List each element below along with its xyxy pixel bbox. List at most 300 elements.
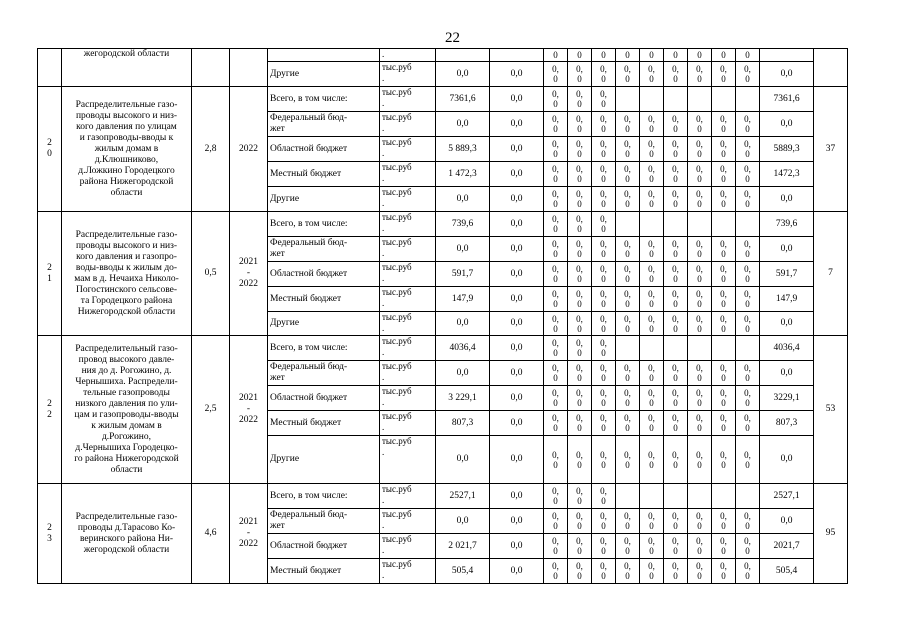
- zero-cell: 0, 0: [664, 312, 688, 336]
- zero-cell: 0, 0: [688, 436, 712, 484]
- last-value-cell: 0,0: [760, 312, 814, 336]
- zero-cell: 0, 0: [640, 287, 664, 312]
- value-cell: [490, 49, 544, 62]
- zero-cell: 0, 0: [736, 262, 760, 287]
- value-cell: 0,0: [436, 361, 490, 386]
- zero-cell: 0, 0: [688, 237, 712, 262]
- source-cell: Всего, в том числе:: [268, 87, 380, 112]
- zero-cell: 0, 0: [736, 62, 760, 87]
- unit-cell: тыс.руб .: [380, 509, 436, 534]
- zero-cell: 0, 0: [592, 411, 616, 436]
- zero-cell: 0, 0: [712, 509, 736, 534]
- zero-cell: 0, 0: [664, 262, 688, 287]
- source-cell: Другие: [268, 62, 380, 87]
- last-value-cell: 3229,1: [760, 386, 814, 411]
- value-cell: 0,0: [490, 262, 544, 287]
- zero-cell: 0, 0: [544, 137, 568, 162]
- zero-cell: 0, 0: [712, 62, 736, 87]
- unit-cell: тыс.руб .: [380, 87, 436, 112]
- year-cell: 2022: [230, 87, 268, 212]
- zero-cell: 0, 0: [592, 62, 616, 87]
- value-cell: 0,0: [490, 62, 544, 87]
- zero-cell: [616, 212, 640, 237]
- zero-cell: 0, 0: [712, 187, 736, 212]
- source-cell: Областной бюджет: [268, 137, 380, 162]
- zero-cell: 0, 0: [592, 484, 616, 509]
- item-number-cell: 2 1: [38, 212, 62, 336]
- length-cell: 2,5: [192, 336, 230, 484]
- zero-cell: 0, 0: [592, 436, 616, 484]
- year-cell: 2021 - 2022: [230, 484, 268, 584]
- zero-cell: 0, 0: [568, 559, 592, 584]
- zero-cell: 0, 0: [688, 187, 712, 212]
- value-cell: 0,0: [490, 436, 544, 484]
- zero-cell: 0, 0: [736, 237, 760, 262]
- value-cell: 5 889,3: [436, 137, 490, 162]
- value-cell: 0,0: [436, 112, 490, 137]
- last-value-cell: 147,9: [760, 287, 814, 312]
- zero-cell: 0: [616, 49, 640, 62]
- length-cell: 0,5: [192, 212, 230, 336]
- source-cell: Всего, в том числе:: [268, 336, 380, 361]
- zero-cell: 0, 0: [712, 559, 736, 584]
- zero-cell: [736, 336, 760, 361]
- last-value-cell: 0,0: [760, 112, 814, 137]
- value-cell: 7361,6: [436, 87, 490, 112]
- value-cell: 0,0: [490, 287, 544, 312]
- value-cell: 0,0: [490, 411, 544, 436]
- last-value-cell: 591,7: [760, 262, 814, 287]
- zero-cell: [616, 336, 640, 361]
- zero-cell: [688, 87, 712, 112]
- value-cell: 0,0: [490, 361, 544, 386]
- zero-cell: 0, 0: [592, 534, 616, 559]
- value-cell: 0,0: [436, 62, 490, 87]
- value-cell: 0,0: [490, 212, 544, 237]
- zero-cell: 0, 0: [544, 262, 568, 287]
- value-cell: 0,0: [490, 534, 544, 559]
- source-cell: Федеральный бюд- жет: [268, 237, 380, 262]
- last-value-cell: 807,3: [760, 411, 814, 436]
- zero-cell: 0, 0: [688, 312, 712, 336]
- value-cell: 0,0: [436, 187, 490, 212]
- zero-cell: 0, 0: [592, 137, 616, 162]
- zero-cell: 0, 0: [712, 386, 736, 411]
- zero-cell: 0, 0: [712, 287, 736, 312]
- source-cell: Федеральный бюд- жет: [268, 509, 380, 534]
- zero-cell: 0, 0: [544, 559, 568, 584]
- zero-cell: 0: [664, 49, 688, 62]
- budget-table: [37, 48, 848, 584]
- source-cell: Другие: [268, 187, 380, 212]
- zero-cell: 0, 0: [664, 162, 688, 187]
- unit-cell: тыс.руб .: [380, 112, 436, 137]
- zero-cell: [640, 336, 664, 361]
- zero-cell: 0, 0: [544, 534, 568, 559]
- zero-cell: [664, 87, 688, 112]
- zero-cell: 0, 0: [616, 312, 640, 336]
- zero-cell: 0: [688, 49, 712, 62]
- zero-cell: [736, 484, 760, 509]
- zero-cell: 0, 0: [736, 436, 760, 484]
- zero-cell: 0, 0: [568, 262, 592, 287]
- zero-cell: 0, 0: [544, 484, 568, 509]
- item-number-cell: 2 2: [38, 336, 62, 484]
- unit-cell: .: [380, 49, 436, 62]
- zero-cell: 0, 0: [592, 187, 616, 212]
- value-cell: 0,0: [436, 312, 490, 336]
- zero-cell: 0, 0: [640, 386, 664, 411]
- year-cell: [230, 49, 268, 87]
- value-cell: 505,4: [436, 559, 490, 584]
- zero-cell: 0, 0: [640, 137, 664, 162]
- zero-cell: 0, 0: [640, 534, 664, 559]
- zero-cell: [688, 484, 712, 509]
- last-value-cell: 0,0: [760, 436, 814, 484]
- zero-cell: [712, 212, 736, 237]
- last-value-cell: 505,4: [760, 559, 814, 584]
- zero-cell: 0, 0: [568, 87, 592, 112]
- zero-cell: 0, 0: [664, 112, 688, 137]
- zero-cell: 0, 0: [736, 559, 760, 584]
- zero-cell: 0, 0: [712, 237, 736, 262]
- zero-cell: 0, 0: [592, 336, 616, 361]
- unit-cell: тыс.руб .: [380, 336, 436, 361]
- table-row: [38, 49, 848, 62]
- zero-cell: 0, 0: [640, 187, 664, 212]
- zero-cell: 0, 0: [568, 534, 592, 559]
- unit-cell: тыс.руб .: [380, 386, 436, 411]
- unit-cell: тыс.руб .: [380, 436, 436, 484]
- zero-cell: [616, 87, 640, 112]
- zero-cell: 0, 0: [568, 137, 592, 162]
- zero-cell: 0, 0: [568, 436, 592, 484]
- zero-cell: 0, 0: [664, 361, 688, 386]
- zero-cell: 0, 0: [544, 287, 568, 312]
- zero-cell: 0, 0: [616, 411, 640, 436]
- zero-cell: 0, 0: [616, 287, 640, 312]
- value-cell: 0,0: [490, 162, 544, 187]
- description-cell: Распределительные газо- проводы высокого и низ- кого давления и газопро- воды-вводы к жилым до- мам в д. Нечаиха Николо- Погостинского сельсове- та Городецкого района Нижегородской области: [62, 212, 192, 336]
- zero-cell: 0, 0: [664, 534, 688, 559]
- source-cell: Местный бюджет: [268, 559, 380, 584]
- zero-cell: 0, 0: [688, 137, 712, 162]
- zero-cell: 0, 0: [544, 386, 568, 411]
- zero-cell: 0, 0: [592, 237, 616, 262]
- last-value-cell: 1472,3: [760, 162, 814, 187]
- value-cell: [436, 49, 490, 62]
- zero-cell: 0, 0: [736, 534, 760, 559]
- total-cell: 95: [814, 484, 848, 584]
- zero-cell: 0, 0: [736, 112, 760, 137]
- zero-cell: 0, 0: [592, 212, 616, 237]
- description-cell: Распределительный газо- провод высокого давле- ния до д. Рогожино, д. Чернышиха. Распредели- тельные газопроводы низкого давления по ули- цам и газопроводы-вводы к жилым домам в д.Рогожино, д.Чернышиха Городецко- го района Нижегородской области: [62, 336, 192, 484]
- zero-cell: 0, 0: [640, 262, 664, 287]
- zero-cell: 0, 0: [712, 312, 736, 336]
- zero-cell: 0, 0: [688, 559, 712, 584]
- zero-cell: 0, 0: [544, 509, 568, 534]
- zero-cell: 0, 0: [712, 361, 736, 386]
- value-cell: 0,0: [490, 312, 544, 336]
- length-cell: 2,8: [192, 87, 230, 212]
- zero-cell: 0, 0: [688, 112, 712, 137]
- description-cell: жегородской области: [62, 49, 192, 87]
- zero-cell: 0: [592, 49, 616, 62]
- unit-cell: тыс.руб .: [380, 411, 436, 436]
- last-value-cell: 0,0: [760, 237, 814, 262]
- table-row: [38, 87, 848, 112]
- zero-cell: 0, 0: [664, 62, 688, 87]
- zero-cell: 0, 0: [712, 262, 736, 287]
- last-value-cell: 5889,3: [760, 137, 814, 162]
- zero-cell: 0, 0: [616, 62, 640, 87]
- zero-cell: 0, 0: [568, 484, 592, 509]
- zero-cell: 0, 0: [592, 312, 616, 336]
- last-value-cell: 4036,4: [760, 336, 814, 361]
- source-cell: Другие: [268, 436, 380, 484]
- source-cell: Местный бюджет: [268, 287, 380, 312]
- table-row: [38, 336, 848, 361]
- zero-cell: 0, 0: [544, 162, 568, 187]
- zero-cell: 0, 0: [592, 386, 616, 411]
- zero-cell: 0, 0: [664, 386, 688, 411]
- zero-cell: 0, 0: [664, 509, 688, 534]
- last-value-cell: 0,0: [760, 509, 814, 534]
- source-cell: Областной бюджет: [268, 386, 380, 411]
- zero-cell: 0, 0: [568, 411, 592, 436]
- zero-cell: 0, 0: [616, 534, 640, 559]
- value-cell: 0,0: [490, 137, 544, 162]
- zero-cell: 0, 0: [640, 237, 664, 262]
- zero-cell: 0, 0: [568, 509, 592, 534]
- value-cell: 0,0: [490, 112, 544, 137]
- zero-cell: 0, 0: [568, 162, 592, 187]
- zero-cell: 0, 0: [592, 559, 616, 584]
- zero-cell: 0, 0: [568, 312, 592, 336]
- source-cell: Федеральный бюд- жет: [268, 361, 380, 386]
- zero-cell: 0, 0: [616, 262, 640, 287]
- zero-cell: [736, 87, 760, 112]
- year-cell: 2021 - 2022: [230, 336, 268, 484]
- total-cell: 7: [814, 212, 848, 336]
- zero-cell: 0: [712, 49, 736, 62]
- description-cell: Распределительные газо- проводы д.Тарасово Ко- веринского района Ни- жегородской области: [62, 484, 192, 584]
- zero-cell: 0, 0: [616, 162, 640, 187]
- zero-cell: 0, 0: [736, 386, 760, 411]
- zero-cell: 0, 0: [544, 436, 568, 484]
- last-value-cell: 0,0: [760, 187, 814, 212]
- value-cell: 0,0: [490, 509, 544, 534]
- zero-cell: 0: [736, 49, 760, 62]
- unit-cell: тыс.руб .: [380, 559, 436, 584]
- zero-cell: [664, 212, 688, 237]
- item-number-cell: [38, 49, 62, 87]
- zero-cell: 0, 0: [688, 534, 712, 559]
- zero-cell: 0, 0: [640, 62, 664, 87]
- unit-cell: тыс.руб .: [380, 361, 436, 386]
- value-cell: 591,7: [436, 262, 490, 287]
- zero-cell: 0, 0: [736, 137, 760, 162]
- zero-cell: 0, 0: [688, 287, 712, 312]
- zero-cell: 0, 0: [688, 62, 712, 87]
- total-cell: 53: [814, 336, 848, 484]
- table-row: [38, 484, 848, 509]
- zero-cell: 0, 0: [712, 436, 736, 484]
- unit-cell: тыс.руб .: [380, 137, 436, 162]
- value-cell: 0,0: [490, 336, 544, 361]
- last-value-cell: 0,0: [760, 361, 814, 386]
- value-cell: 3 229,1: [436, 386, 490, 411]
- value-cell: 1 472,3: [436, 162, 490, 187]
- table-row: [38, 212, 848, 237]
- last-value-cell: 0,0: [760, 62, 814, 87]
- zero-cell: 0, 0: [640, 509, 664, 534]
- last-value-cell: 2527,1: [760, 484, 814, 509]
- zero-cell: 0, 0: [664, 559, 688, 584]
- zero-cell: 0, 0: [544, 187, 568, 212]
- zero-cell: 0, 0: [568, 187, 592, 212]
- zero-cell: 0, 0: [640, 361, 664, 386]
- zero-cell: 0, 0: [568, 361, 592, 386]
- value-cell: 4036,4: [436, 336, 490, 361]
- zero-cell: 0, 0: [736, 509, 760, 534]
- value-cell: 0,0: [490, 484, 544, 509]
- zero-cell: 0, 0: [736, 361, 760, 386]
- last-value-cell: 2021,7: [760, 534, 814, 559]
- zero-cell: 0, 0: [592, 112, 616, 137]
- source-cell: Областной бюджет: [268, 534, 380, 559]
- source-cell: Местный бюджет: [268, 162, 380, 187]
- zero-cell: 0, 0: [616, 559, 640, 584]
- zero-cell: [664, 336, 688, 361]
- zero-cell: 0, 0: [616, 237, 640, 262]
- unit-cell: тыс.руб .: [380, 237, 436, 262]
- year-cell: 2021 - 2022: [230, 212, 268, 336]
- unit-cell: тыс.руб .: [380, 187, 436, 212]
- last-value-cell: 739,6: [760, 212, 814, 237]
- zero-cell: 0, 0: [664, 137, 688, 162]
- zero-cell: 0, 0: [640, 162, 664, 187]
- last-value-cell: 7361,6: [760, 87, 814, 112]
- value-cell: 0,0: [490, 559, 544, 584]
- zero-cell: 0, 0: [640, 559, 664, 584]
- unit-cell: тыс.руб .: [380, 484, 436, 509]
- zero-cell: 0, 0: [568, 386, 592, 411]
- value-cell: 0,0: [490, 386, 544, 411]
- zero-cell: 0, 0: [568, 62, 592, 87]
- zero-cell: 0, 0: [688, 262, 712, 287]
- source-cell: Другие: [268, 312, 380, 336]
- zero-cell: 0, 0: [736, 287, 760, 312]
- zero-cell: 0, 0: [712, 162, 736, 187]
- source-cell: [268, 49, 380, 62]
- zero-cell: 0, 0: [664, 436, 688, 484]
- value-cell: 0,0: [490, 237, 544, 262]
- zero-cell: 0, 0: [544, 336, 568, 361]
- zero-cell: 0, 0: [736, 187, 760, 212]
- zero-cell: 0, 0: [616, 386, 640, 411]
- zero-cell: 0, 0: [736, 162, 760, 187]
- zero-cell: 0, 0: [736, 411, 760, 436]
- zero-cell: 0, 0: [568, 287, 592, 312]
- zero-cell: 0, 0: [664, 411, 688, 436]
- source-cell: Всего, в том числе:: [268, 484, 380, 509]
- zero-cell: 0, 0: [544, 112, 568, 137]
- zero-cell: [640, 484, 664, 509]
- zero-cell: 0, 0: [712, 137, 736, 162]
- zero-cell: 0, 0: [568, 336, 592, 361]
- zero-cell: 0, 0: [568, 112, 592, 137]
- zero-cell: 0, 0: [640, 436, 664, 484]
- value-cell: 739,6: [436, 212, 490, 237]
- item-number-cell: 2 3: [38, 484, 62, 584]
- value-cell: 807,3: [436, 411, 490, 436]
- length-cell: 4,6: [192, 484, 230, 584]
- zero-cell: 0: [568, 49, 592, 62]
- value-cell: 0,0: [436, 509, 490, 534]
- zero-cell: 0, 0: [712, 534, 736, 559]
- zero-cell: 0, 0: [568, 212, 592, 237]
- zero-cell: 0, 0: [568, 237, 592, 262]
- zero-cell: [688, 212, 712, 237]
- zero-cell: [688, 336, 712, 361]
- zero-cell: [712, 336, 736, 361]
- source-cell: Местный бюджет: [268, 411, 380, 436]
- zero-cell: 0: [544, 49, 568, 62]
- zero-cell: 0, 0: [616, 509, 640, 534]
- zero-cell: 0, 0: [544, 361, 568, 386]
- zero-cell: 0, 0: [592, 87, 616, 112]
- zero-cell: 0: [640, 49, 664, 62]
- zero-cell: 0, 0: [592, 162, 616, 187]
- zero-cell: 0, 0: [736, 312, 760, 336]
- zero-cell: [640, 87, 664, 112]
- table-body: [38, 49, 848, 584]
- zero-cell: 0, 0: [664, 187, 688, 212]
- source-cell: Областной бюджет: [268, 262, 380, 287]
- unit-cell: тыс.руб .: [380, 212, 436, 237]
- last-value-cell: [760, 49, 814, 62]
- unit-cell: тыс.руб .: [380, 287, 436, 312]
- zero-cell: [664, 484, 688, 509]
- zero-cell: 0, 0: [664, 237, 688, 262]
- zero-cell: 0, 0: [544, 237, 568, 262]
- zero-cell: 0, 0: [640, 112, 664, 137]
- zero-cell: 0, 0: [616, 187, 640, 212]
- item-number-cell: 2 0: [38, 87, 62, 212]
- zero-cell: 0, 0: [544, 87, 568, 112]
- zero-cell: 0, 0: [544, 212, 568, 237]
- zero-cell: 0, 0: [544, 312, 568, 336]
- total-cell: [814, 49, 848, 87]
- zero-cell: [616, 484, 640, 509]
- description-cell: Распределительные газо- проводы высокого и низ- кого давления по улицам и газопроводы-вводы к жилым домам в д.Клюшниково, д.Ложкино Городецкого района Нижегородской области: [62, 87, 192, 212]
- value-cell: 0,0: [436, 436, 490, 484]
- zero-cell: [712, 87, 736, 112]
- unit-cell: тыс.руб .: [380, 534, 436, 559]
- zero-cell: 0, 0: [592, 262, 616, 287]
- zero-cell: 0, 0: [664, 287, 688, 312]
- zero-cell: 0, 0: [688, 162, 712, 187]
- zero-cell: 0, 0: [616, 361, 640, 386]
- total-cell: 37: [814, 87, 848, 212]
- zero-cell: 0, 0: [616, 436, 640, 484]
- zero-cell: 0, 0: [544, 411, 568, 436]
- value-cell: 2527,1: [436, 484, 490, 509]
- zero-cell: 0, 0: [688, 411, 712, 436]
- zero-cell: 0, 0: [616, 137, 640, 162]
- source-cell: Федеральный бюд- жет: [268, 112, 380, 137]
